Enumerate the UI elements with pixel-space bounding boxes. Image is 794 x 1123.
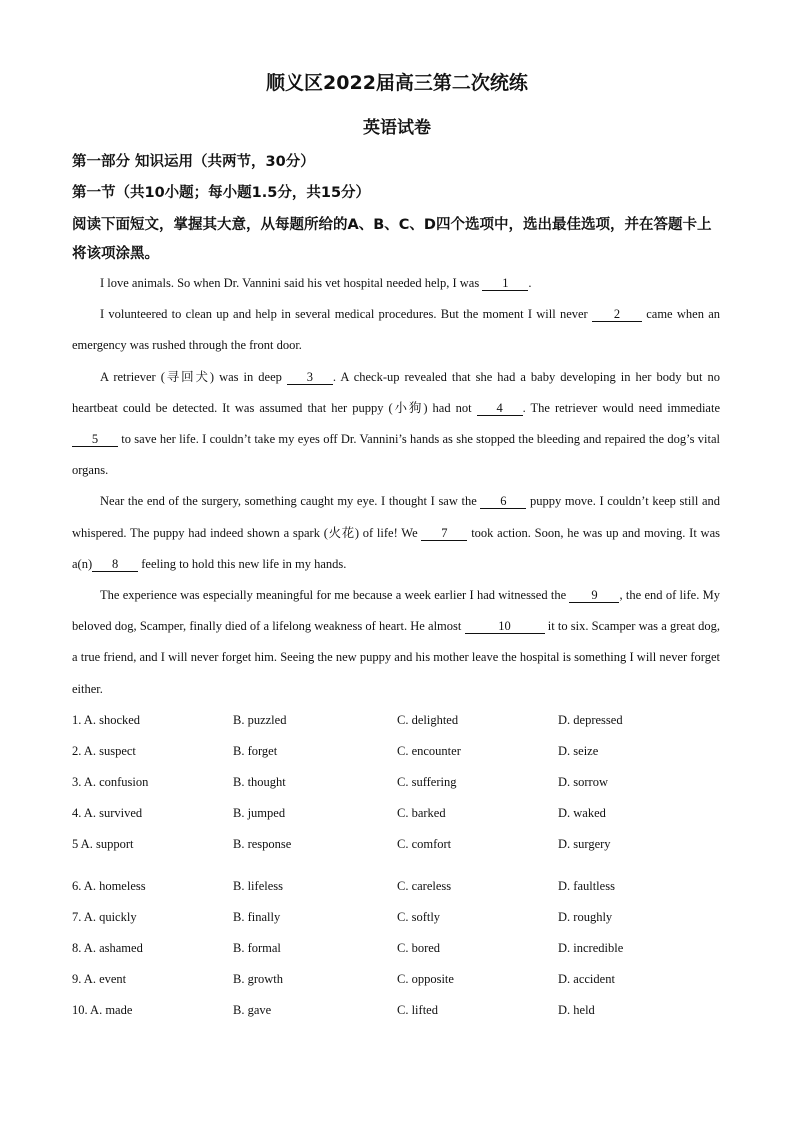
option-a: 5 A. support bbox=[72, 837, 134, 851]
question-row-8 bbox=[72, 933, 732, 964]
cloze-passage bbox=[72, 268, 720, 705]
option-b: B. formal bbox=[233, 941, 281, 955]
blank-7: 7 bbox=[421, 526, 467, 541]
option-d: D. depressed bbox=[558, 713, 623, 727]
option-a: 8. A. ashamed bbox=[72, 941, 143, 955]
option-a: 4. A. survived bbox=[72, 806, 143, 820]
option-a: 7. A. quickly bbox=[72, 910, 137, 924]
option-c: C. softly bbox=[397, 910, 441, 924]
blank-5: 5 bbox=[72, 432, 118, 447]
part-heading: 第一部分 知识运用（共两节，30分） bbox=[72, 154, 315, 170]
question-row-1 bbox=[72, 705, 732, 736]
exam-subtitle: 英语试卷 bbox=[363, 118, 431, 138]
option-c: C. suffering bbox=[397, 775, 457, 789]
option-a: 9. A. event bbox=[72, 972, 127, 986]
option-c: C. comfort bbox=[397, 837, 452, 851]
option-d: D. accident bbox=[558, 972, 615, 986]
option-a: 6. A. homeless bbox=[72, 879, 146, 893]
blank-3: 3 bbox=[287, 370, 333, 385]
question-row-9 bbox=[72, 964, 732, 995]
paragraph-1: I love animals. So when Dr. Vannini said his vet hospital needed help, I was 1 . bbox=[100, 276, 532, 290]
exam-title: 顺义区2022届高三第二次统练 bbox=[266, 72, 528, 94]
blank-9: 9 bbox=[569, 588, 619, 603]
option-b: B. puzzled bbox=[233, 713, 287, 727]
option-b: B. finally bbox=[233, 910, 281, 924]
option-b: B. lifeless bbox=[233, 879, 283, 893]
option-d: D. surgery bbox=[558, 837, 611, 851]
option-b: B. jumped bbox=[233, 806, 286, 820]
option-c: C. encounter bbox=[397, 744, 461, 758]
blank-10: 10 bbox=[465, 619, 545, 634]
section-heading: 第一节（共10小题；每小题1.5分，共15分） bbox=[72, 185, 371, 201]
option-b: B. forget bbox=[233, 744, 278, 758]
option-c: C. bored bbox=[397, 941, 441, 955]
blank-6: 6 bbox=[480, 494, 526, 509]
blank-2: 2 bbox=[592, 307, 642, 322]
blank-4: 4 bbox=[477, 401, 523, 416]
question-row-2 bbox=[72, 736, 732, 767]
options-list bbox=[72, 705, 732, 1026]
question-row-10 bbox=[72, 995, 732, 1026]
option-c: C. barked bbox=[397, 806, 446, 820]
paragraph-5: The experience was especially meaningful for me because a week earlier I had witnessed the 9 , the end of life. My beloved dog, Scamper, finally died of a lifelong weakness of heart. He almost 10 it to six. Scamper was a great dog, a true friend, and I will never forget him. Seeing the new puppy and his mother leave the hospital is something I will never forget either. bbox=[72, 588, 720, 696]
option-d: D. sorrow bbox=[558, 775, 608, 789]
option-b: B. growth bbox=[233, 972, 283, 986]
option-c: C. opposite bbox=[397, 972, 454, 986]
question-row-6 bbox=[72, 871, 732, 902]
instruction-text: 阅读下面短文，掌握其大意，从每题所给的A、B、C、D四个选项中，选出最佳选项，并在答题卡上将该项涂黑。 bbox=[72, 217, 712, 262]
question-row-7 bbox=[72, 902, 732, 933]
option-d: D. roughly bbox=[558, 910, 613, 924]
option-d: D. faultless bbox=[558, 879, 615, 893]
option-d: D. seize bbox=[558, 744, 599, 758]
option-c: C. careless bbox=[397, 879, 452, 893]
option-b: B. thought bbox=[233, 775, 286, 789]
paragraph-3: A retriever (寻回犬) was in deep 3 . A check-up revealed that she had a baby developing in her body but no heartbeat could be detected. It was assumed that her puppy (小狗) had not 4 . The retriever would need immediate 5 to save her life. I couldn’t take my eyes off Dr. Vannini’s hands as she stopped the bleeding and repaired the dog’s vital organs. bbox=[72, 369, 721, 478]
option-a: 10. A. made bbox=[72, 1003, 133, 1017]
option-c: C. lifted bbox=[397, 1003, 438, 1017]
question-row-5 bbox=[72, 829, 732, 860]
paragraph-4: Near the end of the surgery, something caught my eye. I thought I saw the 6 puppy move. I couldn’t keep still and whispered. The puppy had indeed shown a spark (火花) of life! We 7 took action. Soon, he was up and moving. It was a(n) 8 feeling to hold this new life in my hands. bbox=[72, 494, 721, 571]
option-d: D. held bbox=[558, 1003, 595, 1017]
option-b: B. gave bbox=[233, 1003, 272, 1017]
option-a: 1. A. shocked bbox=[72, 713, 141, 727]
question-row-3 bbox=[72, 767, 732, 798]
option-c: C. delighted bbox=[397, 713, 459, 727]
paragraph-2: I volunteered to clean up and help in several medical procedures. But the moment I will never 2 came when an emergency was rushed through the front door. bbox=[72, 307, 720, 353]
question-row-4 bbox=[72, 798, 732, 829]
option-a: 2. A. suspect bbox=[72, 744, 136, 758]
blank-1: 1 bbox=[482, 276, 528, 291]
option-b: B. response bbox=[233, 837, 292, 851]
option-a: 3. A. confusion bbox=[72, 775, 149, 789]
blank-8: 8 bbox=[92, 557, 138, 572]
option-d: D. incredible bbox=[558, 941, 624, 955]
option-d: D. waked bbox=[558, 806, 606, 820]
